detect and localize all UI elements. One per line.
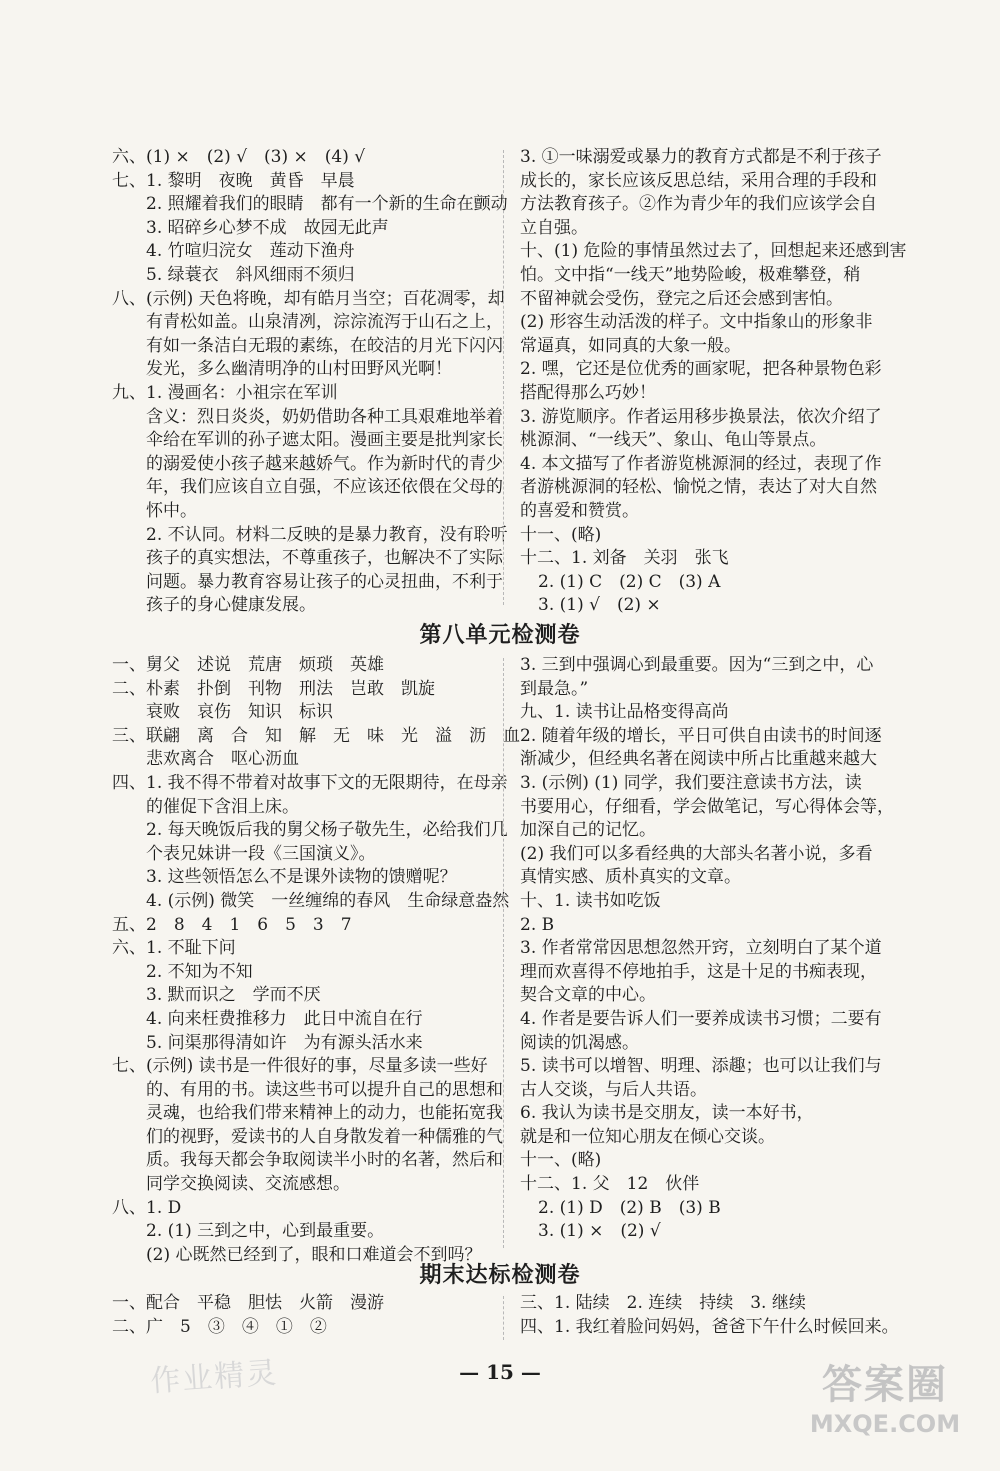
answer-line: 的、有用的书。读这些书可以提升自己的思想和 [146,1079,503,1100]
column-divider [503,150,504,605]
answer-line: 3. 默而识之 学而不厌 [146,985,321,1006]
answer-line: 八、1. D [112,1197,182,1218]
watermark-logo-text: 答案圈 [822,1362,948,1408]
answer-line: 真情实感、质朴真实的文章。 [520,867,741,888]
answer-line: 三、联翩 离 合 知 解 无 味 光 溢 沥 血 [112,725,520,746]
answer-line: 2. 不知为不知 [146,961,253,982]
answer-line: 4. 本文描写了作者游览桃源洞的经过，表现了作 [520,453,882,474]
answer-line: 理而欢喜得不停地拍手，这是十足的书痴表现， [520,961,877,982]
answer-line: 不留神就会受伤，登完之后还会感到害怕。 [520,288,843,309]
answer-line: 孩子的身心健康发展。 [146,595,316,616]
stamp-logo: 作业精灵 [149,1355,280,1400]
answer-line: 九、1. 漫画名：小祖宗在军训 [112,382,338,403]
answer-line: 3. 这些领悟怎么不是课外读物的馈赠呢？ [146,867,457,888]
answer-line: 悲欢离合 呕心沥血 [146,749,299,770]
answer-line: 六、1. 不耻下问 [112,938,236,959]
answer-line: 灵魂，也给我们带来精神上的动力，也能拓宽我 [146,1103,503,1124]
answer-line: 4. 竹喧归浣女 莲动下渔舟 [146,241,355,262]
answer-line: 契合文章的中心。 [520,985,656,1006]
answer-line: 2. 照耀着我们的眼睛 都有一个新的生命在颤动 [146,194,508,215]
answer-line: 发光，多么幽清明净的山村田野风光啊！ [146,359,452,380]
answer-line: 九、1. 读书让品格变得高尚 [520,702,729,723]
answer-line: 2. 每天晚饭后我的舅父杨子敬先生，必给我们几 [146,820,508,841]
answer-line: 3. 三到中强调心到最重要。因为“三到之中，心 [520,655,874,675]
answer-line: (2) 我们可以多看经典的大部头名著小说，多看 [520,843,873,864]
answer-line: 个表兄妹讲一段《三国演义》。 [146,843,376,864]
answer-line: 六、(1) × (2) √ (3) × (4) √ [112,147,366,167]
answer-line: 4. 作者是要告诉人们一要养成读书习惯；二要有 [520,1008,882,1029]
answer-line: 3. (示例) (1) 同学，我们要注意读书方法，读 [520,772,862,793]
answer-line: 阅读的饥渴感。 [520,1032,639,1053]
answer-line: 七、(示例) 读书是一件很好的事，尽量多读一些好 [112,1056,488,1077]
unit8-left-column [112,654,520,1267]
answer-line: 二、广 5 ③ ④ ① ② [112,1316,327,1337]
answer-line: 年，我们应该自立自强，不应该还依偎在父母的 [146,477,503,498]
answer-line: 含义：烈日炎炎，奶奶借助各种工具艰难地举着 [146,406,503,427]
answer-line: 渐减少，但经典名著在阅读中所占比重越来越大 [520,749,877,770]
answer-line: 成长的，家长应该反思总结，采用合理的手段和 [520,170,877,191]
answer-line: 加深自己的记忆。 [520,820,656,841]
top-left-column [112,146,508,618]
column-divider [503,658,504,1248]
top-right-column [520,146,907,618]
answer-line: 孩子的真实想法，不尊重孩子，也解决不了实际 [146,548,503,569]
answer-line: 一、配合 平稳 胆怯 火箭 漫游 [112,1293,384,1313]
answer-line: 十、(1) 危险的事情虽然过去了，回想起来还感到害 [520,241,907,262]
answer-line: 2. (1) 三到之中，心到最重要。 [146,1221,385,1242]
answer-line: 3. (1) √ (2) × [538,595,661,616]
answer-line: 2. (1) D (2) B (3) B [538,1197,721,1218]
answer-line: 3. ①一味溺爱或暴力的教育方式都是不利于孩子 [520,147,882,167]
page-number: — 15 — [459,1360,541,1384]
final-right-column [520,1292,900,1339]
answer-line: 2. 不认同。材料二反映的是暴力教育，没有聆听 [146,524,508,545]
answer-line: 5. 绿蓑衣 斜风细雨不须归 [146,264,355,285]
answer-line: 桃源洞、“一线天”、象山、龟山等景点。 [520,430,827,451]
answer-line: 怕。文中指“一线天”地势险峻，极难攀登，稍 [520,264,861,285]
answer-line: 者游桃源洞的轻松、愉悦之情，表达了对大自然 [520,477,877,498]
answer-line: 2. 随着年级的增长，平日可供自由读书的时间逐 [520,725,882,746]
answer-line: 的溺爱使小孩子越来越娇气。作为新时代的青少 [146,453,503,474]
answer-line: 五、2 8 4 1 6 5 3 7 [112,914,352,935]
answer-line: 四、1. 我红着脸问妈妈，爸爸下午什么时候回来。 [520,1316,899,1337]
answer-line: 常逼真，如同真的大象一般。 [520,335,741,356]
answer-line: 七、1. 黎明 夜晚 黄昏 早晨 [112,170,355,191]
watermark-url: MXQE.COM [809,1410,961,1438]
answer-line: 古人交谈，与后人共语。 [520,1079,707,1100]
answer-line: 同学交换阅读、交流感想。 [146,1174,350,1195]
answer-line: 质。我每天都会争取阅读半小时的名著，然后和 [146,1150,503,1171]
answer-line: 3. 游览顺序。作者运用移步换景法，依次介绍了 [520,406,882,427]
answer-line: (2) 形容生动活泼的样子。文中指象山的形象非 [520,312,873,333]
unit8-right-column [520,654,900,1244]
answer-line: 十二、1. 刘备 关羽 张飞 [520,548,729,569]
answer-line: 方法教育孩子。②作为青少年的我们应该学会自 [520,194,877,215]
answer-line: 到最急。” [520,678,589,699]
answer-line: 4. 向来枉费推移力 此日中流自在行 [146,1008,423,1029]
answer-line: 有如一条洁白无瑕的素练，在皎洁的月光下闪闪 [146,335,503,356]
answer-line: 的催促下含泪上床。 [146,796,299,817]
answer-line: 问题。暴力教育容易让孩子的心灵扭曲，不利于 [146,571,503,592]
final-title: 期末达标检测卷 [419,1263,581,1288]
answer-line: 4. (示例) 微笑 一丝缠绵的春风 生命绿意盎然 [146,890,510,911]
answer-line: (2) 心既然已经到了，眼和口难道会不到吗？ [146,1244,482,1265]
answer-line: 6. 我认为读书是交朋友，读一本好书， [520,1103,814,1124]
answer-line: 3. (1) × (2) √ [538,1221,661,1242]
answer-line: 三、1. 陆续 2. 连续 持续 3. 继续 [520,1293,806,1313]
answer-line: 衰败 哀伤 知识 标识 [146,702,333,723]
answer-line: 十一、(略) [520,524,602,545]
answer-line: 5. 问渠那得清如许 为有源头活水来 [146,1032,423,1053]
answer-line: 3. 昭碎乡心梦不成 故园无此声 [146,217,389,238]
answer-line: 二、朴素 扑倒 刊物 刑法 岂敢 凯旋 [112,678,435,699]
answer-line: 2. B [520,914,555,935]
answer-line: 十二、1. 父 12 伙伴 [520,1174,700,1195]
answer-line: 一、舅父 述说 荒唐 烦琐 英雄 [112,655,384,675]
column-divider [503,1296,504,1340]
answer-line: 伞给在军训的孙子遮太阳。漫画主要是批判家长 [146,430,503,451]
answer-line: 立自强。 [520,217,588,238]
answer-line: 书要用心，仔细看，学会做笔记，写心得体会等， [520,796,894,817]
answer-line: 的喜爱和赞赏。 [520,500,639,521]
answer-line: 2. 嘿，它还是位优秀的画家呢，把各种景物色彩 [520,359,882,380]
unit8-title: 第八单元检测卷 [419,623,581,648]
watermark-logo [790,1353,980,1453]
answer-line: 2. (1) C (2) C (3) A [538,571,721,592]
answer-line: 有青松如盖。山泉清冽，淙淙流泻于山石之上， [146,312,503,333]
answer-line: 们的视野，爱读书的人自身散发着一种儒雅的气 [146,1126,503,1147]
answer-line: 就是和一位知心朋友在倾心交谈。 [520,1126,775,1147]
answer-line: 十一、(略) [520,1150,602,1171]
final-left-column [112,1292,492,1339]
answer-line: 四、1. 我不得不带着对故事下文的无限期待，在母亲 [112,772,508,793]
answer-line: 5. 读书可以增智、明理、添趣；也可以让我们与 [520,1056,882,1077]
answer-line: 3. 作者常常因思想忽然开窍，立刻明白了某个道 [520,938,882,959]
answer-line: 八、(示例) 天色将晚，却有皓月当空；百花凋零，却 [112,288,505,309]
answer-line: 搭配得那么巧妙！ [520,382,656,403]
answer-line: 怀中。 [146,500,197,521]
answer-line: 十、1. 读书如吃饭 [520,890,661,911]
